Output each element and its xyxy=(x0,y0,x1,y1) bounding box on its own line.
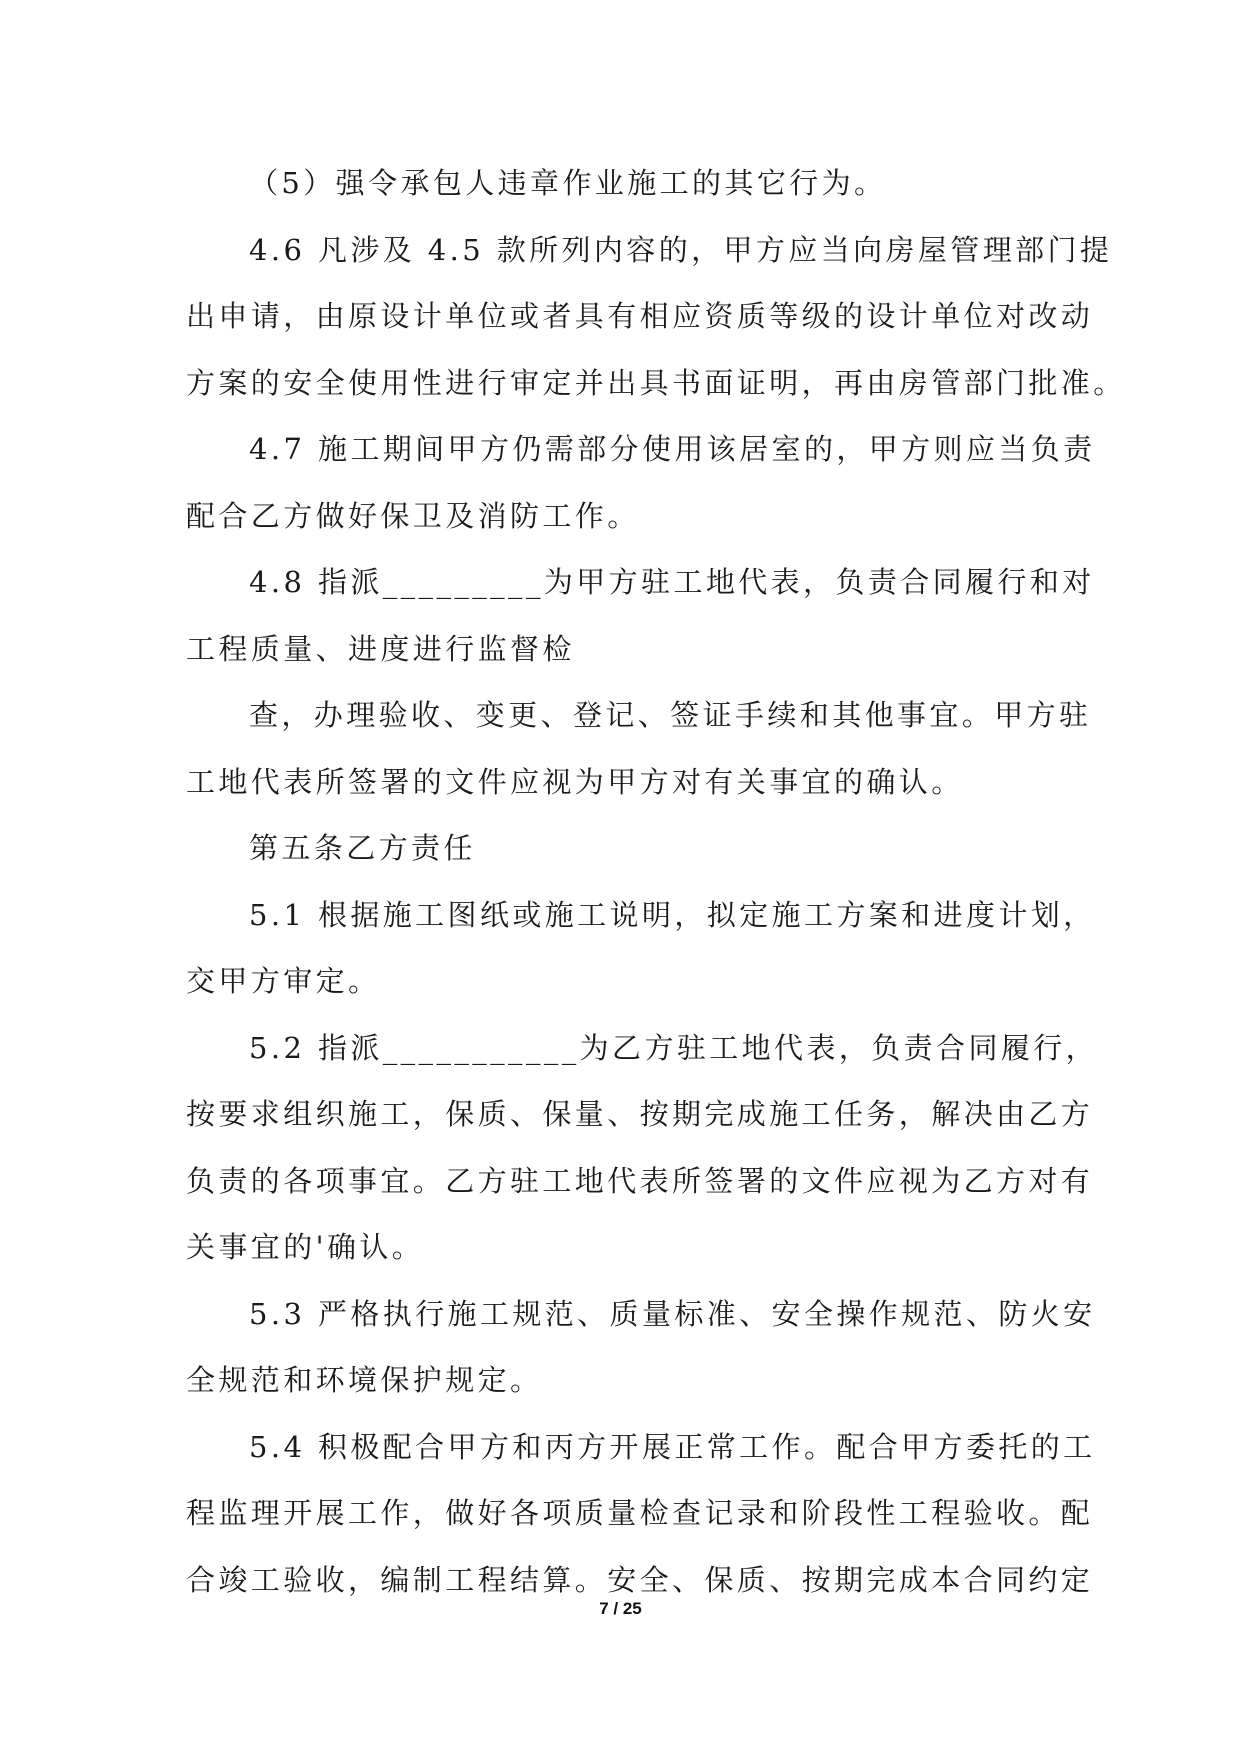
paragraph-line-clause-4-6: 4.6 凡涉及 4.5 款所列内容的，甲方应当向房屋管理部门提 xyxy=(249,232,1113,267)
paragraph-line-clause-4-8-cont: 工程质量、进度进行监督检 xyxy=(186,631,575,666)
paragraph-line-clause-4-7: 4.7 施工期间甲方仍需部分使用该居室的，甲方则应当负责 xyxy=(249,432,1096,466)
paragraph-line-clause-4-8-cont: 查，办理验收、变更、登记、签证手续和其他事宜。甲方驻 xyxy=(249,698,1092,732)
paragraph-line-clause-5-2: 5.2 指派___________为乙方驻工地代表，负责合同履行， xyxy=(249,1030,1099,1065)
paragraph-line-item-5: （5）强令承包人违章作业施工的其它行为。 xyxy=(249,166,887,200)
paragraph-line-clause-5-1: 5.1 根据施工图纸或施工说明，拟定施工方案和进度计划， xyxy=(249,897,1096,932)
paragraph-line-clause-5-1-cont: 交甲方审定。 xyxy=(186,964,381,998)
paragraph-line-clause-5-2-cont: 按要求组织施工，保质、保量、按期完成施工任务，解决由乙方 xyxy=(186,1097,1094,1131)
paragraph-line-clause-5-4-cont: 合竣工验收，编制工程结算。安全、保质、按期完成本合同约定 xyxy=(186,1562,1094,1597)
paragraph-line-clause-5-3: 5.3 严格执行施工规范、质量标准、安全操作规范、防火安 xyxy=(249,1296,1096,1331)
paragraph-line-clause-4-7-cont: 配合乙方做好保卫及消防工作。 xyxy=(186,498,640,533)
section-heading-article-5: 第五条乙方责任 xyxy=(249,831,476,865)
paragraph-line-clause-5-2-cont: 关事宜的'确认。 xyxy=(186,1230,425,1264)
paragraph-line-clause-5-4: 5.4 积极配合甲方和丙方开展正常工作。配合甲方委托的工 xyxy=(249,1429,1096,1464)
paragraph-line-clause-4-8-cont: 工地代表所签署的文件应视为甲方对有关事宜的确认。 xyxy=(186,764,964,799)
paragraph-line-clause-4-6-cont: 出申请，由原设计单位或者具有相应资质等级的设计单位对改动 xyxy=(186,299,1094,333)
paragraph-line-clause-5-4-cont: 程监理开展工作，做好各项质量检查记录和阶段性工程验收。配 xyxy=(186,1496,1094,1530)
document-body xyxy=(186,150,1126,1613)
paragraph-line-clause-5-2-cont: 负责的各项事宜。乙方驻工地代表所签署的文件应视为乙方对有 xyxy=(186,1163,1094,1198)
paragraph-line-clause-4-6-cont: 方案的安全使用性进行审定并出具书面证明，再由房管部门批准。 xyxy=(186,365,1126,400)
paragraph-line-clause-5-3-cont: 全规范和环境保护规定。 xyxy=(186,1363,543,1397)
paragraph-line-clause-4-8: 4.8 指派_________为甲方驻工地代表，负责合同履行和对 xyxy=(249,565,1095,599)
page-number: 7 / 25 xyxy=(599,1599,642,1618)
